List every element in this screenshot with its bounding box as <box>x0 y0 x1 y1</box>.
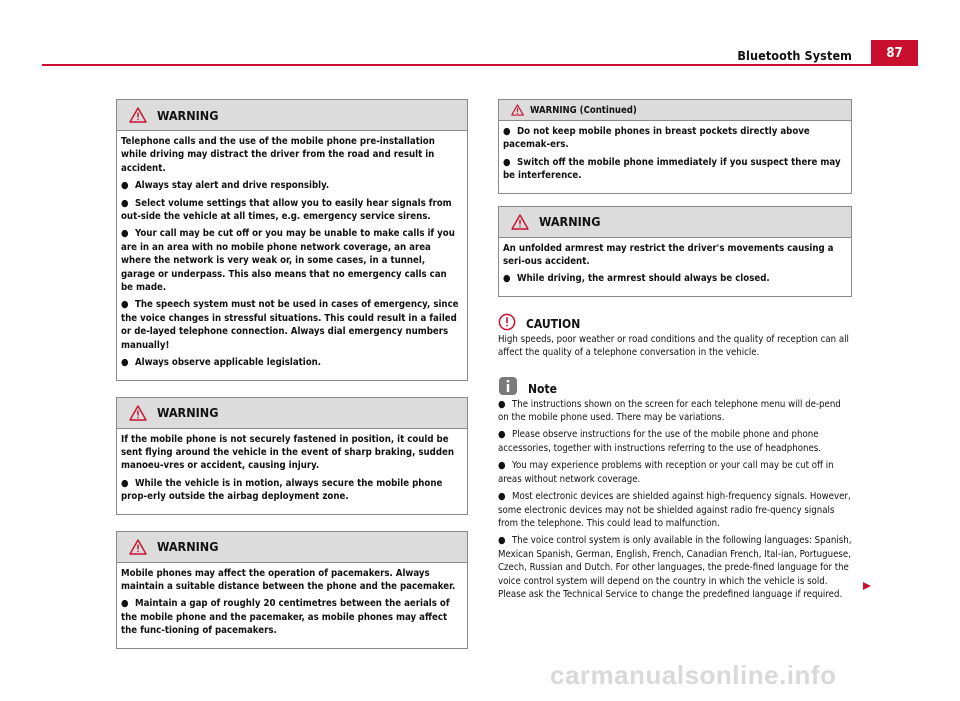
warning-bullet: ● Maintain a gap of roughly 20 centimetres between the aerials of the mobile phone and the pacemaker, as mobile phones may affect the func-tioning of pacemakers. <box>121 598 450 637</box>
warning-intro: An unfolded armrest may restrict the driver's movements causing a seri-ous accident. <box>503 242 834 268</box>
warning-bullet: ● While the vehicle is in motion, always secure the mobile phone prop-erly outside the airbag deployment zone. <box>121 477 443 503</box>
warning-title: WARNING (Continued) <box>530 104 637 116</box>
right-column <box>498 99 852 605</box>
warning-bullet: ● Always stay alert and drive responsibly. <box>121 180 330 192</box>
caution-section <box>498 313 852 360</box>
caution-circle-icon <box>498 313 516 331</box>
warning-title: WARNING <box>157 107 219 123</box>
continue-arrow-icon <box>862 576 872 595</box>
caution-text: High speeds, poor weather or road conditions and the quality of reception can all affect the quality of a telephone conversation in the vehicle. <box>498 333 849 359</box>
note-bullet: ● Please observe instructions for the use of the mobile phone and phone accessories, together with instructions referring to the use of headphones. <box>498 429 822 454</box>
warning-bullet: ● Your call may be cut off or you may be unable to make calls if you are in an area with no mobile phone network coverage, an area where the network is very weak or, in some cases, in a tunnel, garage or underpass. This also means that no emergency calls can be made. <box>121 228 455 294</box>
page-number: 87 <box>871 40 918 66</box>
warning-triangle-icon <box>511 214 529 230</box>
warning-body <box>117 563 467 648</box>
warning-title: WARNING <box>157 405 219 420</box>
caution-title: CAUTION <box>526 316 581 331</box>
note-bullet: ● The voice control system is only available in the following languages: Spanish, Mexican Spanish, German, English, French, Canadian French, Ital-ian, Portuguese, Czech, Russian and Dutch. For other languages, the prede-fined language for the voice control system will depend on the country in which the vehicle is sold. Please ask the Technical Service to change the predefined language if required. <box>498 535 852 600</box>
warning-bullet: ● The speech system must not be used in cases of emergency, since the voice changes in stressful situations. This could result in a failed or de-layed telephone connection. Always dial emergency numbers manually! <box>121 299 459 351</box>
warning-bullet: ● Select volume settings that allow you to easily hear signals from out-side the vehicle at all times, e.g. emergency service sirens. <box>121 197 452 223</box>
note-header <box>498 376 852 396</box>
warning-box-armrest <box>498 206 852 297</box>
warning-bullet: ● Switch off the mobile phone immediately if you suspect there may be interference. <box>503 156 841 182</box>
warning-intro: If the mobile phone is not securely fastened in position, it could be sent flying around the vehicle in the event of sharp braking, sudden manoeu-vres or accident, causing injury. <box>121 433 454 472</box>
warning-body <box>499 121 851 193</box>
note-section <box>498 376 852 602</box>
warning-title: WARNING <box>157 539 219 555</box>
warning-triangle-icon <box>511 104 524 116</box>
warning-header <box>499 100 851 121</box>
note-info-icon <box>498 376 518 396</box>
warning-triangle-icon <box>129 405 147 421</box>
warning-box-pacemakers <box>116 531 468 649</box>
warning-triangle-icon <box>129 539 147 555</box>
left-column <box>116 99 468 659</box>
warning-intro: Mobile phones may affect the operation of pacemakers. Always maintain a suitable distance between the phone and the pacemaker. <box>121 567 456 592</box>
warning-body <box>117 131 467 380</box>
warning-box-phone-fastening <box>116 397 468 515</box>
warning-header <box>117 398 467 429</box>
warning-box-continued <box>498 99 852 194</box>
note-title: Note <box>528 381 557 396</box>
note-bullet: ● Most electronic devices are shielded against high-frequency signals. However, some electronic devices may not be shielded against radio fre-quency signals from the telephone. This could lead to malfunction. <box>498 491 851 529</box>
running-header-title: Bluetooth System <box>737 48 852 63</box>
note-bullet: ● The instructions shown on the screen for each telephone menu will de-pend on the mobile phone used. There may be variations. <box>498 398 841 424</box>
warning-header <box>117 532 467 563</box>
watermark: carmanualsonline.info <box>550 660 837 690</box>
warning-header <box>117 100 467 131</box>
warning-box-phone-use <box>116 99 468 381</box>
note-body <box>498 398 852 602</box>
warning-header <box>499 207 851 238</box>
warning-body <box>117 429 467 514</box>
caution-header <box>498 313 852 331</box>
warning-body <box>499 238 851 296</box>
warning-bullet: ● Always observe applicable legislation. <box>121 357 322 369</box>
warning-title: WARNING <box>539 214 601 230</box>
note-bullet: ● You may experience problems with reception or your call may be cut off in areas without network coverage. <box>498 460 834 485</box>
warning-bullet: ● While driving, the armrest should always be closed. <box>503 273 770 285</box>
header-rule <box>42 64 918 66</box>
warning-triangle-icon <box>129 107 147 123</box>
warning-bullet: ● Do not keep mobile phones in breast pockets directly above pacemak-ers. <box>503 126 810 151</box>
warning-intro: Telephone calls and the use of the mobile phone pre-installation while driving may distract the driver from the road and result in accident. <box>121 136 435 174</box>
